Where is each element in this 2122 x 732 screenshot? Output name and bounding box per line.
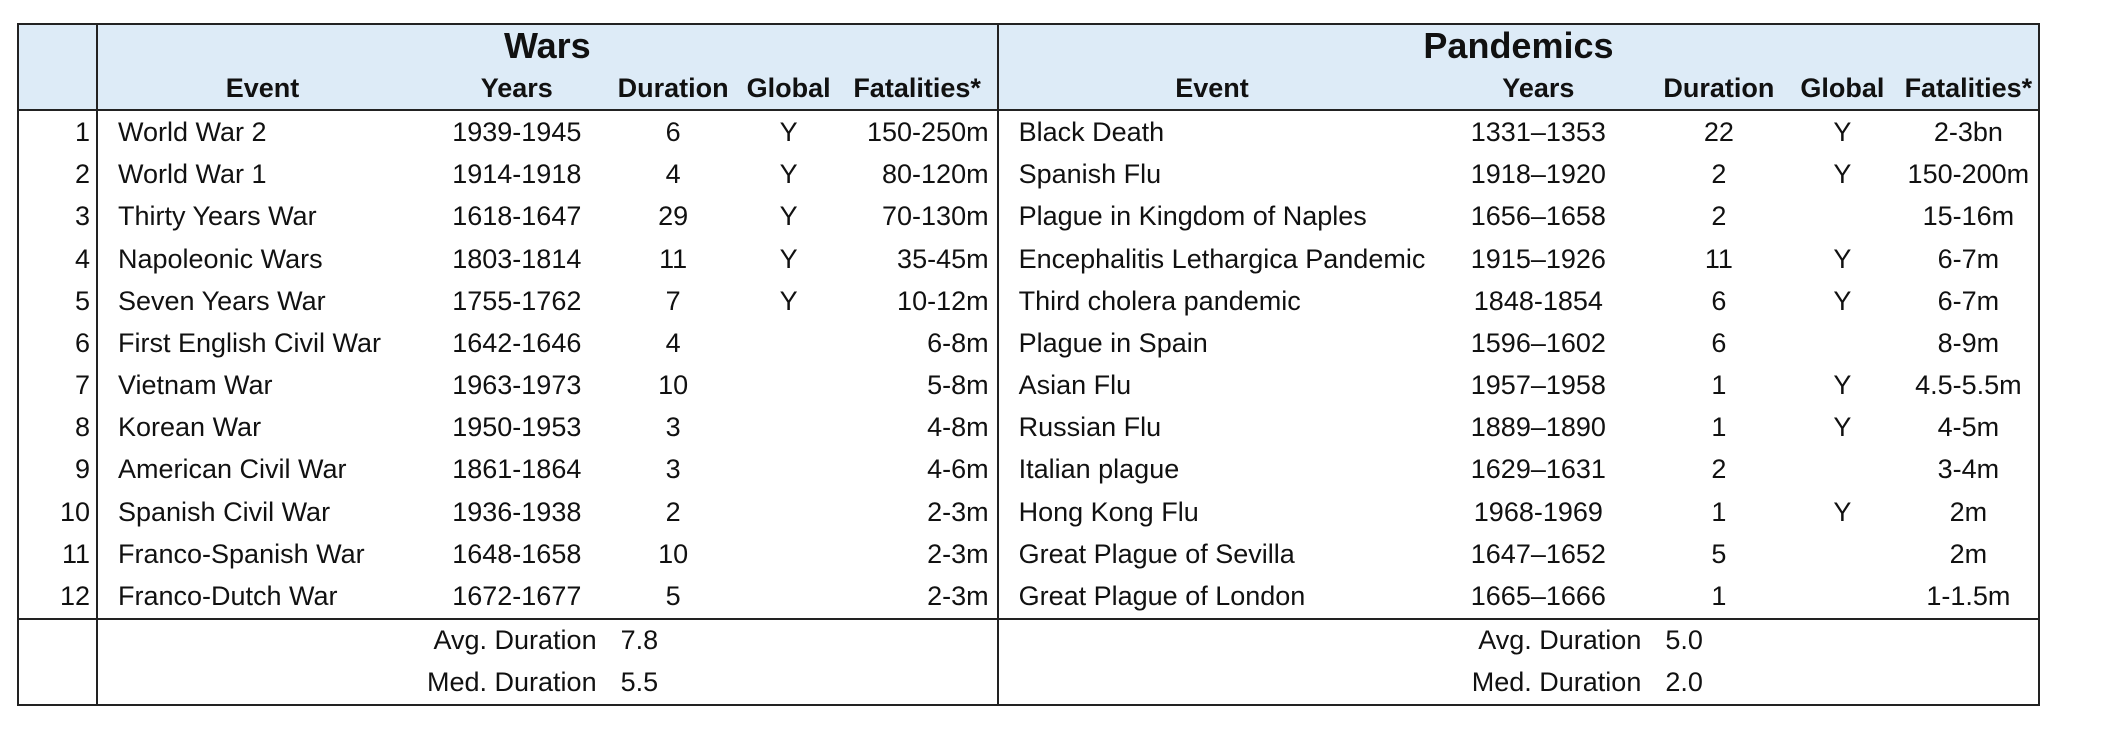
war-years: 1950-1953 (452, 412, 582, 443)
row-number: 12 (18, 575, 97, 618)
wars-title: Wars (97, 24, 998, 67)
pandemic-global: Y (1833, 159, 1852, 190)
pandemic-event: Plague in Kingdom of Naples (1018, 201, 1367, 232)
footer-corner (18, 619, 97, 662)
pandemic-global: Y (1833, 116, 1852, 147)
pandemics-med-value: 2.0 (1651, 662, 1786, 705)
pandemic-global (1786, 533, 1898, 575)
war-fatalities: 35-45m (838, 238, 998, 280)
pandemic-years: 1656–1658 (1470, 201, 1606, 232)
pandemic-duration: 1 (1711, 496, 1727, 527)
pandemic-years: 1665–1666 (1470, 581, 1606, 612)
pandemic-years: 1957–1958 (1470, 370, 1606, 401)
war-fatalities: 80-120m (838, 154, 998, 196)
pandemic-fatalities: 8-9m (1898, 322, 2039, 364)
row-number: 10 (18, 491, 97, 533)
war-global (740, 365, 838, 407)
wars-avg-label: Avg. Duration (427, 619, 607, 662)
war-duration: 10 (658, 538, 689, 569)
war-duration: 3 (665, 454, 681, 485)
row-number: 6 (18, 322, 97, 364)
war-global (740, 449, 838, 491)
war-fatalities: 6-8m (838, 322, 998, 364)
pandemic-years: 1647–1652 (1470, 538, 1606, 569)
war-years: 1963-1973 (452, 370, 582, 401)
pandemic-event: Italian plague (1018, 454, 1180, 485)
war-event: Vietnam War (118, 370, 273, 401)
war-duration: 4 (665, 159, 681, 190)
pandemics-header-duration: Duration (1651, 67, 1786, 110)
pandemic-global (1786, 449, 1898, 491)
table-row (18, 154, 2039, 196)
pandemic-fatalities: 6-7m (1898, 238, 2039, 280)
pandemic-duration: 6 (1711, 327, 1727, 358)
row-number: 4 (18, 238, 97, 280)
pandemic-fatalities: 1-1.5m (1898, 575, 2039, 618)
war-fatalities: 10-12m (838, 280, 998, 322)
row-number: 3 (18, 196, 97, 238)
war-years: 1939-1945 (452, 116, 582, 147)
pandemic-global: Y (1833, 370, 1852, 401)
pandemic-years: 1629–1631 (1470, 454, 1606, 485)
pandemic-global (1786, 322, 1898, 364)
war-event: World War 1 (118, 159, 267, 190)
pandemics-header-global: Global (1786, 67, 1898, 110)
pandemic-years: 1331–1353 (1470, 116, 1606, 147)
table-row (18, 322, 2039, 364)
pandemic-years: 1889–1890 (1470, 412, 1606, 443)
pandemic-fatalities: 6-7m (1898, 280, 2039, 322)
war-years: 1936-1938 (452, 496, 582, 527)
table-row (18, 365, 2039, 407)
wars-header-event: Event (97, 67, 427, 110)
war-global: Y (779, 285, 798, 316)
corner-cell-lower (18, 67, 97, 110)
war-global: Y (779, 201, 798, 232)
war-years: 1672-1677 (452, 581, 582, 612)
pandemic-years: 1918–1920 (1470, 159, 1606, 190)
pandemic-duration: 2 (1711, 454, 1727, 485)
pandemic-duration: 11 (1704, 243, 1733, 274)
pandemic-event: Plague in Spain (1018, 327, 1208, 358)
pandemic-years: 1915–1926 (1470, 243, 1606, 274)
war-years: 1861-1864 (452, 454, 582, 485)
pandemic-fatalities: 2m (1898, 491, 2039, 533)
pandemic-duration: 22 (1703, 116, 1734, 147)
wars-header-duration: Duration (607, 67, 740, 110)
pandemic-years: 1848-1854 (1473, 285, 1603, 316)
table-row (18, 196, 2039, 238)
row-number: 1 (18, 110, 97, 153)
wars-header-global: Global (740, 67, 838, 110)
war-duration: 4 (665, 327, 681, 358)
war-global (740, 407, 838, 449)
footer-corner-lower (18, 662, 97, 705)
war-event: World War 2 (118, 116, 267, 147)
row-number: 7 (18, 365, 97, 407)
corner-cell (18, 24, 97, 67)
pandemic-duration: 2 (1711, 201, 1727, 232)
pandemic-event: Great Plague of Sevilla (1018, 538, 1295, 569)
war-event: Franco-Spanish War (118, 538, 365, 569)
table-row (18, 238, 2039, 280)
comparison-table (17, 23, 2040, 706)
pandemic-fatalities: 150-200m (1898, 154, 2039, 196)
war-global (740, 575, 838, 618)
pandemics-med-label: Med. Duration (1425, 662, 1651, 705)
pandemic-fatalities: 2m (1898, 533, 2039, 575)
pandemic-event: Hong Kong Flu (1018, 496, 1199, 527)
war-global (740, 322, 838, 364)
war-event: American Civil War (118, 454, 347, 485)
war-duration: 11 (659, 243, 688, 274)
war-event: Spanish Civil War (118, 496, 331, 527)
war-global: Y (779, 116, 798, 147)
pandemic-duration: 2 (1711, 159, 1727, 190)
war-fatalities: 2-3m (838, 575, 998, 618)
wars-med-label: Med. Duration (427, 662, 607, 705)
pandemic-global: Y (1833, 412, 1852, 443)
pandemics-header-fatalities: Fatalities* (1898, 67, 2039, 110)
war-fatalities: 70-130m (838, 196, 998, 238)
pandemic-global (1786, 575, 1898, 618)
row-number: 9 (18, 449, 97, 491)
pandemic-event: Third cholera pandemic (1018, 285, 1301, 316)
war-event: Franco-Dutch War (118, 581, 338, 612)
war-global: Y (779, 243, 798, 274)
war-fatalities: 2-3m (838, 491, 998, 533)
pandemics-avg-value: 5.0 (1651, 619, 1786, 662)
table-row (18, 110, 2039, 153)
pandemic-event: Encephalitis Lethargica Pandemic (1018, 243, 1426, 274)
war-event: First English Civil War (118, 327, 382, 358)
pandemic-fatalities: 15-16m (1898, 196, 2039, 238)
pandemics-header-years: Years (1425, 67, 1651, 110)
pandemic-duration: 1 (1711, 581, 1727, 612)
pandemics-header-event: Event (998, 67, 1426, 110)
war-duration: 5 (665, 581, 681, 612)
war-fatalities: 150-250m (838, 110, 998, 153)
wars-header-fatalities: Fatalities* (838, 67, 998, 110)
table-row (18, 449, 2039, 491)
war-duration: 29 (658, 201, 689, 232)
pandemic-duration: 5 (1711, 538, 1727, 569)
pandemics-avg-label: Avg. Duration (1425, 619, 1651, 662)
war-global: Y (779, 159, 798, 190)
pandemic-event: Black Death (1018, 116, 1165, 147)
table-row (18, 491, 2039, 533)
war-years: 1618-1647 (452, 201, 582, 232)
war-fatalities: 2-3m (838, 533, 998, 575)
war-duration: 7 (665, 285, 681, 316)
pandemic-event: Asian Flu (1018, 370, 1132, 401)
wars-header-years: Years (427, 67, 607, 110)
war-years: 1914-1918 (452, 159, 582, 190)
wars-avg-value: 7.8 (607, 619, 740, 662)
table-row (18, 407, 2039, 449)
table-row (18, 575, 2039, 618)
pandemic-years: 1968-1969 (1473, 496, 1603, 527)
war-event: Thirty Years War (118, 201, 317, 232)
pandemic-duration: 1 (1711, 412, 1727, 443)
pandemic-event: Great Plague of London (1018, 581, 1306, 612)
war-event: Seven Years War (118, 285, 326, 316)
row-number: 11 (18, 533, 97, 575)
pandemic-duration: 1 (1711, 370, 1727, 401)
war-years: 1803-1814 (452, 243, 582, 274)
pandemic-duration: 6 (1711, 285, 1727, 316)
war-years: 1755-1762 (452, 285, 582, 316)
pandemic-global: Y (1833, 496, 1852, 527)
war-years: 1642-1646 (452, 327, 582, 358)
war-years: 1648-1658 (452, 538, 582, 569)
pandemic-years: 1596–1602 (1470, 327, 1606, 358)
war-duration: 6 (665, 116, 681, 147)
row-number: 8 (18, 407, 97, 449)
war-event: Korean War (118, 412, 262, 443)
pandemics-title: Pandemics (998, 24, 2040, 67)
pandemic-fatalities: 4-5m (1898, 407, 2039, 449)
pandemic-global: Y (1833, 285, 1852, 316)
war-fatalities: 4-8m (838, 407, 998, 449)
pandemic-fatalities: 4.5-5.5m (1898, 365, 2039, 407)
war-fatalities: 5-8m (838, 365, 998, 407)
pandemic-fatalities: 2-3bn (1898, 110, 2039, 153)
war-event: Napoleonic Wars (118, 243, 323, 274)
row-number: 5 (18, 280, 97, 322)
pandemic-event: Spanish Flu (1018, 159, 1162, 190)
war-duration: 10 (658, 370, 689, 401)
wars-med-value: 5.5 (607, 662, 740, 705)
row-number: 2 (18, 154, 97, 196)
table-row (18, 533, 2039, 575)
pandemic-global (1786, 196, 1898, 238)
war-fatalities: 4-6m (838, 449, 998, 491)
pandemic-global: Y (1833, 243, 1852, 274)
pandemic-event: Russian Flu (1018, 412, 1162, 443)
war-duration: 2 (665, 496, 681, 527)
war-global (740, 533, 838, 575)
table-row (18, 280, 2039, 322)
war-global (740, 491, 838, 533)
war-duration: 3 (665, 412, 681, 443)
pandemic-fatalities: 3-4m (1898, 449, 2039, 491)
